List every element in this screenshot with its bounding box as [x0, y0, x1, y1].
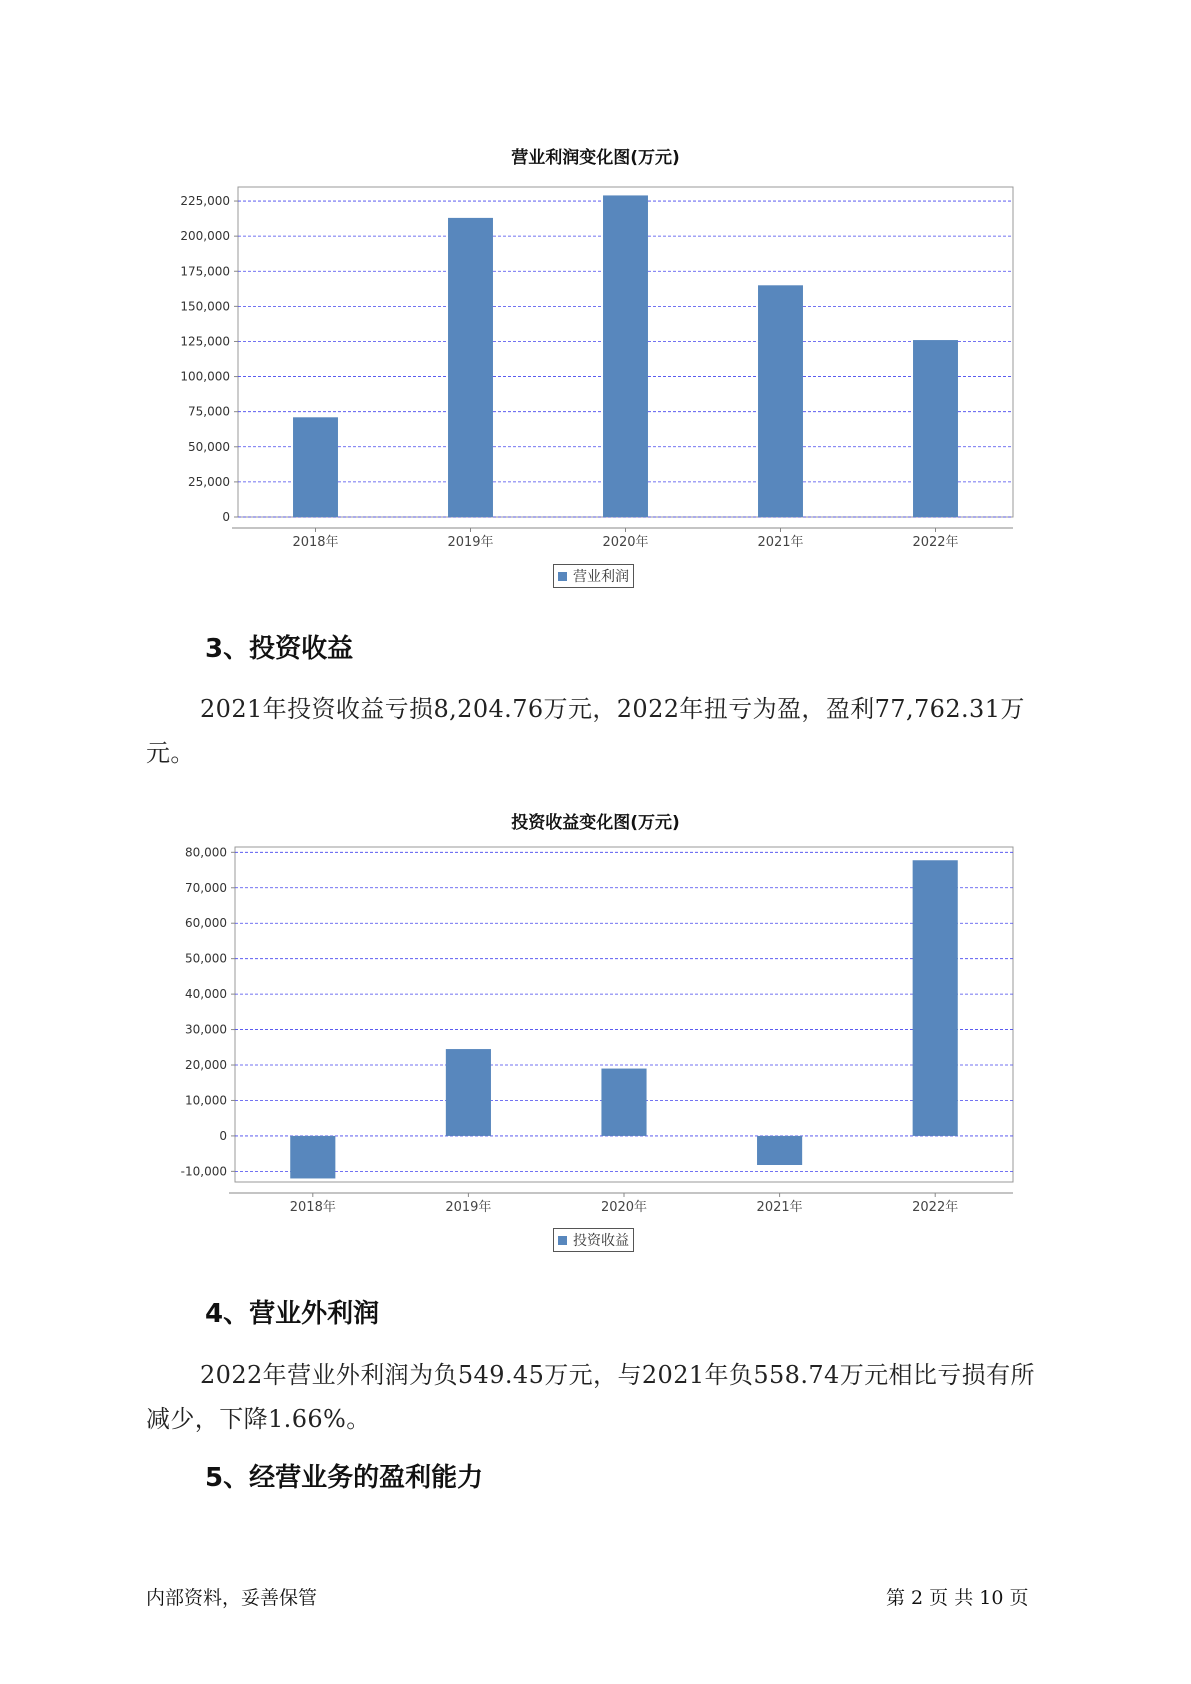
section-5-heading: 5、经营业务的盈利能力: [205, 1463, 484, 1493]
y-tick-label: -10,000: [180, 1164, 227, 1179]
bar: [446, 1049, 491, 1136]
bar: [448, 218, 493, 517]
y-tick-label: 150,000: [180, 299, 230, 314]
y-tick-label: 30,000: [185, 1022, 227, 1037]
x-tick-label: 2018年: [289, 1200, 336, 1215]
y-tick-label: 20,000: [185, 1058, 227, 1073]
x-tick-label: 2022年: [912, 535, 959, 550]
y-tick-label: 50,000: [185, 951, 227, 966]
y-tick-label: 70,000: [185, 880, 227, 895]
y-tick-label: 200,000: [180, 229, 230, 244]
bar: [913, 340, 958, 517]
bar: [913, 860, 958, 1136]
x-tick-label: 2019年: [447, 535, 494, 550]
y-tick-label: 40,000: [185, 987, 227, 1002]
bar: [758, 285, 803, 517]
bar: [290, 1136, 335, 1179]
bar: [601, 1069, 646, 1136]
investment-income-chart: [0, 835, 1191, 1215]
chart1-legend-label: 营业利润: [573, 569, 629, 585]
section-3-paragraph: 2021年投资收益亏损8,204.76万元，2022年扭亏为盈，盈利77,762.31万元。: [146, 695, 1025, 767]
legend-swatch-icon: [558, 572, 567, 581]
y-tick-label: 125,000: [180, 334, 230, 349]
y-tick-label: 80,000: [185, 845, 227, 860]
bar: [603, 195, 648, 517]
y-tick-label: 0: [219, 1128, 227, 1143]
chart1-legend: [553, 564, 634, 588]
x-tick-label: 2020年: [602, 535, 649, 550]
chart2-title: 投资收益变化图(万元): [511, 813, 680, 833]
y-tick-label: 50,000: [188, 439, 230, 454]
bar: [757, 1136, 802, 1165]
section-4-heading: 4、营业外利润: [205, 1299, 380, 1329]
y-tick-label: 10,000: [185, 1093, 227, 1108]
y-tick-label: 0: [222, 510, 230, 524]
y-tick-label: 100,000: [180, 369, 230, 384]
operating-profit-chart: [0, 170, 1191, 550]
x-tick-label: 2021年: [756, 1200, 803, 1215]
y-tick-label: 175,000: [180, 264, 230, 279]
chart2-legend: [553, 1228, 634, 1252]
x-tick-label: 2022年: [912, 1200, 959, 1215]
x-tick-label: 2018年: [292, 535, 339, 550]
y-tick-label: 75,000: [188, 404, 230, 419]
chart2-legend-label: 投资收益: [573, 1233, 629, 1249]
x-tick-label: 2020年: [600, 1200, 648, 1215]
y-tick-label: 25,000: [188, 474, 230, 489]
section-4-paragraph: 2022年营业外利润为负549.45万元，与2021年负558.74万元相比亏损有所减少，下降1.66%。: [146, 1361, 1035, 1433]
legend-swatch-icon: [558, 1236, 567, 1245]
chart1-title: 营业利润变化图(万元): [511, 148, 680, 168]
footer-confidential: 内部资料，妥善保管: [146, 1587, 318, 1609]
y-tick-label: 225,000: [180, 194, 230, 209]
x-tick-label: 2021年: [757, 535, 804, 550]
x-tick-label: 2019年: [445, 1200, 492, 1215]
section-3-heading: 3、投资收益: [205, 634, 354, 664]
footer-page-number: 第 2 页 共 10 页: [886, 1587, 1029, 1609]
bar: [293, 417, 338, 517]
y-tick-label: 60,000: [185, 916, 227, 931]
